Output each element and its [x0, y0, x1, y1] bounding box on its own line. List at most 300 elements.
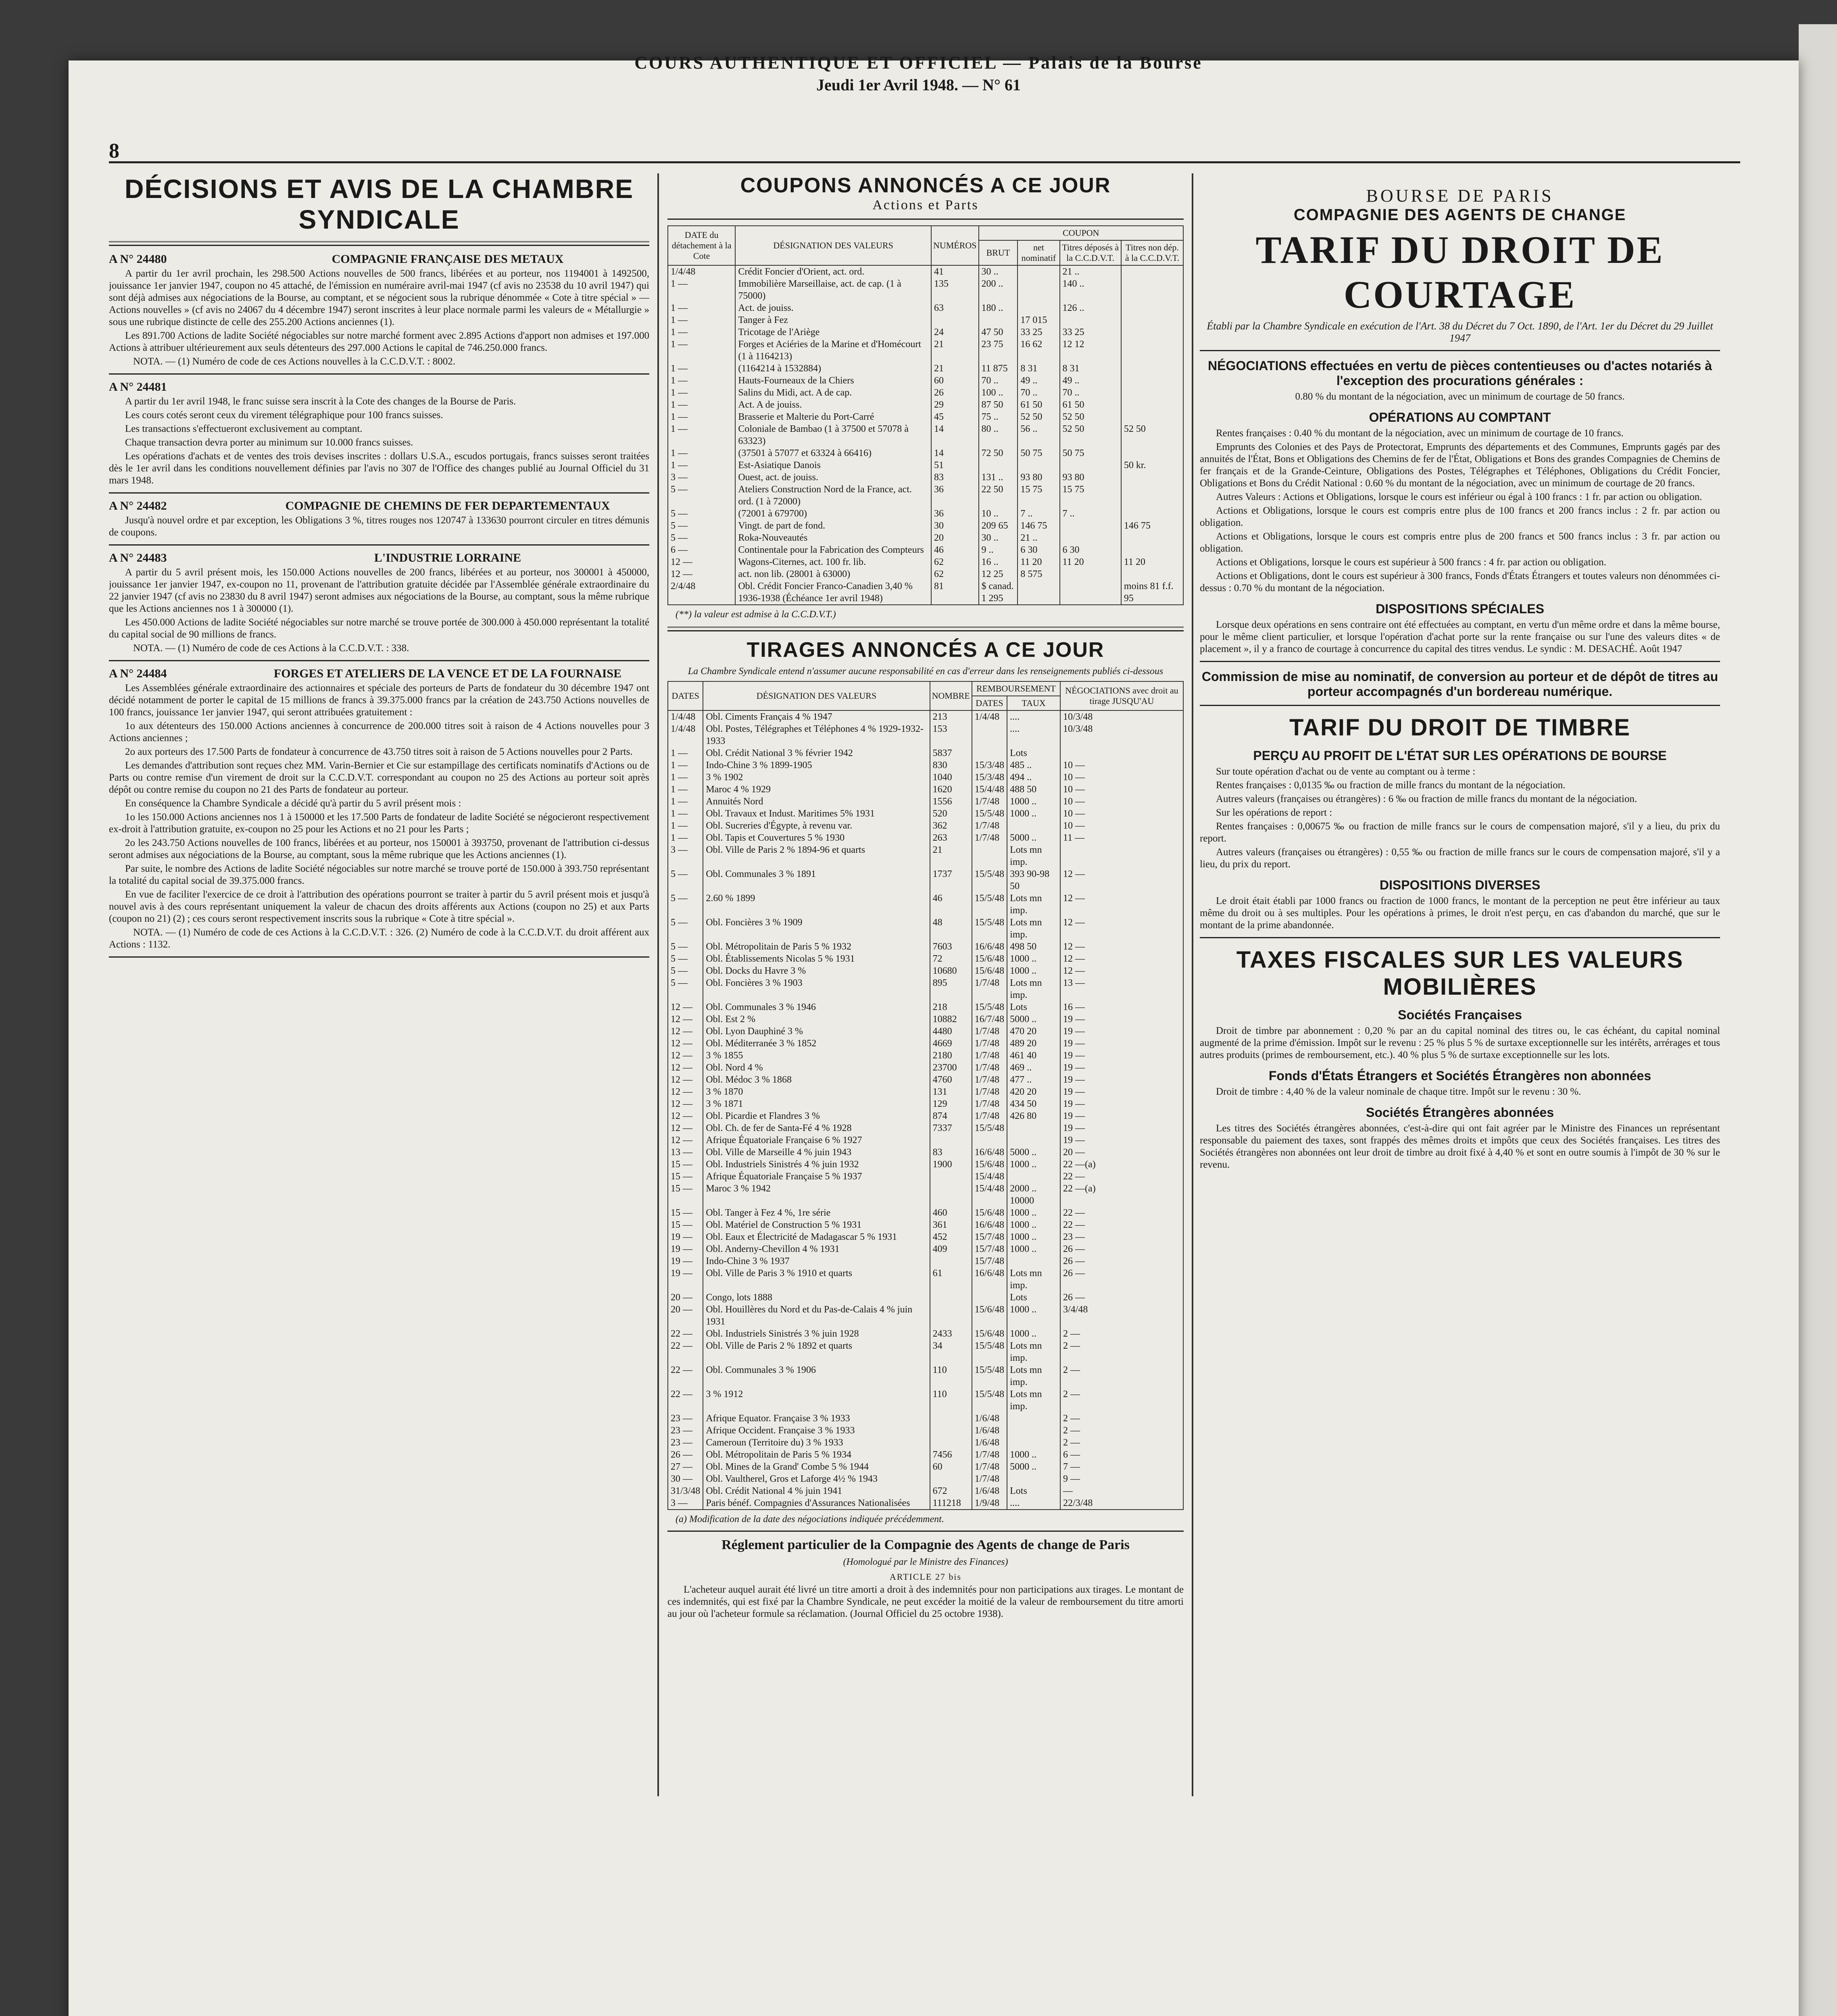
table-cell: 420 20 [1007, 1086, 1060, 1098]
table-row [668, 892, 1183, 916]
table-cell: 1 — [668, 302, 735, 314]
table-cell: Lots mn imp. [1007, 977, 1060, 1001]
table-row [668, 1425, 1183, 1437]
table-cell: 24 [931, 326, 979, 338]
table-cell: 15/5/48 [972, 1364, 1007, 1388]
table-cell: 12 — [1060, 965, 1183, 977]
table-cell: 10 — [1060, 783, 1183, 796]
table-row [668, 1340, 1183, 1364]
divider [667, 219, 1184, 220]
header-date: Jeudi 1er Avril 1948. — N° 61 [816, 76, 1021, 94]
table-cell: 45 [931, 411, 979, 423]
coupons-table-body [668, 265, 1183, 605]
table-cell: 1737 [930, 868, 972, 892]
table-row [668, 1461, 1183, 1473]
table-cell: 1/7/48 [972, 1025, 1007, 1037]
table-cell: 5 — [668, 977, 703, 1001]
table-row [668, 1134, 1183, 1146]
table-cell [930, 1170, 972, 1183]
avis-paragraph: Les 450.000 Actions de ladite Société négociables sur notre marché se trouve portée de 300.000 à 450.000 représentant la totalité du capital social de 90 millions de francs. [109, 617, 649, 640]
avis-paragraph: 2o aux porteurs des 17.500 Parts de fondateur à concurrence de 43.750 titres soit à raison de 5 Actions nouvelles pour 2 Parts. [125, 746, 633, 757]
table-row [668, 1122, 1183, 1134]
table-cell: 60 [931, 375, 979, 387]
table-cell: 70 .. [1018, 387, 1059, 399]
table-cell [1121, 278, 1183, 302]
table-row [668, 568, 1183, 580]
table-cell: 15/5/48 [972, 808, 1007, 820]
table-cell: 56 .. [1018, 423, 1059, 447]
table-cell: 80 .. [979, 423, 1018, 447]
table-cell: Obl. Houillères du Nord et du Pas-de-Calais 4 % juin 1931 [703, 1304, 930, 1328]
table-cell: 2 — [1060, 1340, 1183, 1364]
table-cell: Lots [1007, 1291, 1060, 1304]
table-cell: 51 [931, 459, 979, 471]
taxes-section-heading: Fonds d'États Étrangers et Sociétés Étrangères non abonnées [1268, 1068, 1651, 1083]
table-cell: 46 [930, 892, 972, 916]
table-cell: 15/3/48 [972, 759, 1007, 771]
table-cell [930, 1183, 972, 1207]
table-cell: 2 — [1060, 1437, 1183, 1449]
table-cell: 485 .. [1007, 759, 1060, 771]
table-cell: Obl. Crédit National 3 % février 1942 [703, 747, 930, 759]
table-cell: 52 50 [1060, 423, 1121, 447]
table-cell: Obl. Eaux et Électricité de Madagascar 5 % 1931 [703, 1231, 930, 1243]
table-cell: Obl. Méditerranée 3 % 1852 [703, 1037, 930, 1050]
timbre-title: TARIF DU DROIT DE TIMBRE [1289, 714, 1631, 741]
table-cell: 5 — [668, 508, 735, 520]
timbre-subtitle: PERÇU AU PROFIT DE L'ÉTAT SUR LES OPÉRATIONS DE BOURSE [1253, 748, 1667, 763]
avis-title: FORGES ET ATELIERS DE LA VENCE ET DE LA FOURNAISE [273, 667, 622, 680]
avis-nota: NOTA. — (1) Numéro de code de ces Actions à la C.C.D.V.T. : 326. (2) Numéro de code à la C.C.D.V.T. du droit afférent aux Actions : 1132. [109, 927, 649, 950]
taxes-section-text: Les titres des Sociétés étrangères abonnées, c'est-à-dire qui ont fait agréer par le Ministre des Finances un représentant responsable du paiement des taxes, sont frappés des mêmes droits et impôts que ceux des Sociétés françaises. Les titres des Sociétés étrangères non abonnées ont leur droit de timbre au droit fixé à 4,40 % et sont en outre soumis à l'impôt de 30 % sur le revenu. [1200, 1123, 1720, 1170]
table-cell: 52 50 [1060, 411, 1121, 423]
table-cell: Immobilière Marseillaise, act. de cap. (1 à 75000) [735, 278, 931, 302]
table-cell: Paris bénéf. Compagnies d'Assurances Nationalisées [703, 1497, 930, 1510]
table-cell [1007, 1425, 1060, 1437]
table-cell: 1 — [668, 820, 703, 832]
table-cell: 111218 [930, 1497, 972, 1510]
table-row [668, 265, 1183, 278]
table-cell: Continentale pour la Fabrication des Compteurs [735, 544, 931, 556]
taxes-list [1200, 1008, 1720, 1171]
table-cell: 5 — [668, 520, 735, 532]
table-cell: 12 25 [979, 568, 1018, 580]
avis-paragraph: En vue de faciliter l'exercice de ce droit à l'attribution des opérations pourront se traiter à partir du 5 avril présent mois et jusqu'à nouvel avis à des cours représentant uniquement la valeur de chacun des droits afférents aux Actions (coupon no 25) et aux Parts (coupon no 21) (2) ; ces cours seront respectivement inscrits sous la rubrique « Cote à titre spécial ». [109, 889, 649, 924]
table-row [668, 868, 1183, 892]
table-cell [1018, 580, 1059, 605]
table-cell: 8 31 [1018, 362, 1059, 375]
table-cell: 452 [930, 1231, 972, 1243]
table-cell: 10 — [1060, 820, 1183, 832]
avis-header [109, 499, 649, 513]
table-cell [1007, 1134, 1060, 1146]
table-row [668, 1364, 1183, 1388]
table-row [668, 953, 1183, 965]
table-cell [1121, 302, 1183, 314]
table-cell [930, 1304, 972, 1328]
operations-line: Emprunts des Colonies et des Pays de Protectorat, Emprunts des départements et des Communes, Emprunts gagés par des annuités de l'État, Bons et Obligations des Chemins de fer de l'État, Obligations et Bons des grandes Compagnies de Chemins de fer français et de la Grande-Ceinture, Obligations des Postes, Télégraphes et Téléphones, Obligations du Crédit Foncier, Obligations et Bons du Crédit National : 0.60 % du montant de la négociation, avec un minimum de courtage de 20 francs. [1200, 442, 1720, 489]
table-cell: 23 — [668, 1425, 703, 1437]
table-cell: Afrique Equator. Française 3 % 1933 [703, 1412, 930, 1425]
table-row [668, 820, 1183, 832]
table-cell: Obl. Médoc 3 % 1868 [703, 1074, 930, 1086]
table-row [668, 1098, 1183, 1110]
table-cell [979, 314, 1018, 326]
table-cell: 1/4/48 [668, 265, 735, 278]
table-cell: 16/6/48 [972, 1267, 1007, 1291]
table-row [668, 844, 1183, 868]
avis-paragraph: Les cours cotés seront ceux du virement télégraphique pour 100 francs suisses. [125, 410, 443, 421]
table-cell: 10/3/48 [1060, 710, 1183, 723]
table-row [668, 1146, 1183, 1158]
table-cell: (1164214 à 1532884) [735, 362, 931, 375]
table-cell: 34 [930, 1340, 972, 1364]
table-cell: Forges et Aciéries de la Marine et d'Homécourt (1 à 1164213) [735, 338, 931, 362]
table-cell: 12 — [1060, 892, 1183, 916]
reglement-article: ARTICLE 27 bis [889, 1572, 962, 1582]
table-cell: 1556 [930, 796, 972, 808]
divider [667, 1531, 1184, 1532]
table-cell: 33 25 [1060, 326, 1121, 338]
table-cell: Lots mn imp. [1007, 1267, 1060, 1291]
table-cell: 5 — [668, 892, 703, 916]
table-cell: 1/7/48 [972, 1037, 1007, 1050]
table-cell: 2180 [930, 1050, 972, 1062]
table-row [668, 532, 1183, 544]
table-cell: .... [1007, 1497, 1060, 1510]
table-row [668, 556, 1183, 568]
table-cell: 2 — [1060, 1364, 1183, 1388]
table-cell: 110 [930, 1364, 972, 1388]
table-cell: 12 — [668, 1001, 703, 1013]
table-cell: 20 — [668, 1304, 703, 1328]
table-cell: 83 [930, 1146, 972, 1158]
tarifs-column [1200, 173, 1720, 1796]
table-cell: 15/4/48 [972, 783, 1007, 796]
table-cell: 15 — [668, 1207, 703, 1219]
table-cell: 15/6/48 [972, 1304, 1007, 1328]
table-cell: 19 — [1060, 1086, 1183, 1098]
table-cell: Salins du Midi, act. A de cap. [735, 387, 931, 399]
table-cell: 12 — [668, 1037, 703, 1050]
divider [1200, 350, 1720, 351]
adjacent-page-edge [1799, 24, 1837, 2016]
tirages-title: TIRAGES ANNONCÉS A CE JOUR [746, 638, 1105, 662]
reglement-title: Réglement particulier de la Compagnie des Agents de change de Paris [721, 1537, 1130, 1552]
table-cell: Lots [1007, 1001, 1060, 1013]
table-cell: moins 81 f.f. 95 [1121, 580, 1183, 605]
table-cell [1060, 844, 1183, 868]
table-cell: 1000 .. [1007, 1243, 1060, 1255]
avis-header [109, 252, 649, 266]
table-cell: 93 80 [1018, 471, 1059, 483]
table-cell [1007, 1170, 1060, 1183]
table-cell: 19 — [1060, 1037, 1183, 1050]
table-row [668, 314, 1183, 326]
table-row [668, 326, 1183, 338]
table-cell: 5 — [668, 868, 703, 892]
table-cell: 12 — [668, 1122, 703, 1134]
table-cell: 26 — [1060, 1291, 1183, 1304]
timbre-list [1200, 766, 1720, 871]
table-cell: 4760 [930, 1074, 972, 1086]
table-cell: 131 [930, 1086, 972, 1098]
table-row [668, 1231, 1183, 1243]
table-cell: 489 20 [1007, 1037, 1060, 1050]
table-cell: Afrique Équatoriale Française 6 % 1927 [703, 1134, 930, 1146]
table-cell: 48 [930, 916, 972, 941]
table-cell: 14 [931, 447, 979, 459]
table-cell: 23 75 [979, 338, 1018, 362]
table-cell [972, 723, 1007, 747]
negociations-heading: NÉGOCIATIONS effectuées en vertu de pièces contentieuses ou d'actes notariés à l'exception des procurations générales : [1207, 358, 1712, 388]
table-cell: 7 — [1060, 1461, 1183, 1473]
table-cell: 15/7/48 [972, 1231, 1007, 1243]
table-cell: 15 75 [1060, 483, 1121, 508]
table-cell: 11 — [1060, 832, 1183, 844]
table-row [668, 459, 1183, 471]
table-cell: 15/5/48 [972, 892, 1007, 916]
table-cell: 830 [930, 759, 972, 771]
table-row [668, 302, 1183, 314]
tirages-subtitle: La Chambre Syndicale entend n'assumer aucune responsabilité en cas d'erreur dans les renseignements publiés ci-dessous [688, 666, 1164, 677]
table-cell: 15/4/48 [972, 1170, 1007, 1183]
table-cell: 15/6/48 [972, 953, 1007, 965]
table-cell: Obl. Métropolitain de Paris 5 % 1932 [703, 941, 930, 953]
table-cell: 6 30 [1060, 544, 1121, 556]
table-cell: 11 20 [1121, 556, 1183, 568]
table-cell: 12 — [1060, 941, 1183, 953]
table-cell: 5 — [668, 483, 735, 508]
table-cell: 1 — [668, 362, 735, 375]
table-cell [1121, 411, 1183, 423]
table-cell: 3 % 1902 [703, 771, 930, 783]
tirages-col-negociations: NÉGOCIATIONS avec droit au tirage JUSQU'AU [1060, 681, 1183, 710]
table-cell: Roka-Nouveautés [735, 532, 931, 544]
table-cell: Obl. Communales 3 % 1891 [703, 868, 930, 892]
reglement-text: L'acheteur auquel aurait été livré un titre amorti a droit à des indemnités pour non participations aux tirages. Le montant de ces indemnités, qui est fixé par la Chambre Syndicale, ne peut excéder la moitié de la valeur de remboursement du titre amorti au jour où l'acheteur formule sa réclamation. (Journal Officiel du 25 octobre 1938). [667, 1584, 1184, 1619]
table-cell: 30 .. [979, 532, 1018, 544]
table-cell: Obl. Anderny-Chevillon 4 % 1931 [703, 1243, 930, 1255]
table-cell: 15/6/48 [972, 1328, 1007, 1340]
table-cell: Maroc 3 % 1942 [703, 1183, 930, 1207]
table-cell: 6 — [1060, 1449, 1183, 1461]
page-number: 8 [109, 140, 119, 162]
coupons-col-numeros: NUMÉROS [931, 226, 979, 265]
table-cell: 426 80 [1007, 1110, 1060, 1122]
table-cell: 33 25 [1018, 326, 1059, 338]
table-row [668, 375, 1183, 387]
timbre-line: Rentes françaises : 0,0135 ‰ ou fraction de mille francs du montant de la négociation. [1216, 780, 1566, 791]
table-cell: 36 [931, 508, 979, 520]
timbre-line: Sur toute opération d'achat ou de vente au comptant ou à terme : [1216, 766, 1476, 777]
table-cell: 26 — [1060, 1243, 1183, 1255]
table-cell [1121, 375, 1183, 387]
table-cell: 22 — [668, 1328, 703, 1340]
table-cell: 362 [930, 820, 972, 832]
table-cell: Afrique Équatoriale Française 5 % 1937 [703, 1170, 930, 1183]
table-cell: 15/5/48 [972, 1122, 1007, 1134]
table-row [668, 1025, 1183, 1037]
table-cell: Obl. Tapis et Couvertures 5 % 1930 [703, 832, 930, 844]
table-cell: 22 —(a) [1060, 1183, 1183, 1207]
table-cell: 3 % 1871 [703, 1098, 930, 1110]
table-cell: 15/5/48 [972, 1340, 1007, 1364]
table-cell: 1 — [668, 808, 703, 820]
table-cell: Afrique Occident. Française 3 % 1933 [703, 1425, 930, 1437]
table-cell [1007, 1437, 1060, 1449]
table-cell [930, 1437, 972, 1449]
table-cell: 12 — [668, 1110, 703, 1122]
operations-heading: OPÉRATIONS AU COMPTANT [1369, 410, 1551, 425]
table-cell: 12 — [1060, 916, 1183, 941]
table-cell: 3/4/48 [1060, 1304, 1183, 1328]
table-cell: Lots mn imp. [1007, 1364, 1060, 1388]
table-row [668, 1170, 1183, 1183]
table-cell: 19 — [1060, 1025, 1183, 1037]
table-cell: 19 — [1060, 1062, 1183, 1074]
table-cell: Indo-Chine 3 % 1937 [703, 1255, 930, 1267]
table-cell: Lots [1007, 747, 1060, 759]
avis-number: A N° 24484 [109, 667, 167, 680]
table-cell: 70 .. [1060, 387, 1121, 399]
table-cell: 62 [931, 556, 979, 568]
table-cell: 5837 [930, 747, 972, 759]
tirages-col-group: REMBOURSEMENT [972, 681, 1060, 696]
table-cell: 2.60 % 1899 [703, 892, 930, 916]
timbre-line: Rentes françaises : 0,00675 ‰ ou fraction de mille francs sur le cours de compensation majoré, s'il y a lieu, du prix du report. [1200, 821, 1720, 844]
timbre-line: Autres valeurs (françaises ou étrangères) : 0,55 ‰ ou fraction de mille francs sur le cours de compensation majoré, s'il y a lieu, du prix du report. [1200, 847, 1720, 870]
table-cell: Act. A de jouiss. [735, 399, 931, 411]
operations-line: Actions et Obligations, dont le cours est supérieur à 300 francs, Fonds d'États Étrangers et toutes valeurs non dénommées ci-dessus : 0.70 % du montant de la négociation. [1200, 571, 1720, 594]
table-cell: 5000 .. [1007, 1146, 1060, 1158]
table-row [668, 723, 1183, 747]
coupons-col-designation: DÉSIGNATION DES VALEURS [735, 226, 931, 265]
table-row [668, 1328, 1183, 1340]
table-cell [1121, 265, 1183, 278]
avis-paragraph: Les Assemblées générale extraordinaire des actionnaires et spéciale des porteurs de Parts de fondateur du 30 décembre 1947 ont décidé notamment de porter le capital de 15 millions de francs à 39.375.000 francs par la création de 243.750 Actions nouvelles de 100 francs, jouissance 1er janvier 1947, qui seront attribuées gratuitement : [109, 683, 649, 718]
table-cell: 13 — [668, 1146, 703, 1158]
table-cell: 2 — [1060, 1412, 1183, 1425]
table-row [668, 832, 1183, 844]
table-cell: 1 — [668, 771, 703, 783]
table-cell: 4480 [930, 1025, 972, 1037]
table-cell: Obl. Industriels Sinistrés 4 % juin 1932 [703, 1158, 930, 1170]
table-cell: 30 .. [979, 265, 1018, 278]
table-row [668, 808, 1183, 820]
table-cell: Indo-Chine 3 % 1899-1905 [703, 759, 930, 771]
operations-line: Actions et Obligations, lorsque le cours est compris entre plus de 100 francs et 200 francs inclus : 2 fr. par action ou obligation. [1200, 505, 1720, 528]
commission-heading: Commission de mise au nominatif, de conversion au porteur et de dépôt de titres au porteur accompagnés d'un bordereau numérique. [1201, 669, 1718, 699]
table-cell [1121, 568, 1183, 580]
table-cell: 50 75 [1018, 447, 1059, 459]
table-cell [930, 1255, 972, 1267]
table-cell: 1 — [668, 783, 703, 796]
table-cell: 26 — [1060, 1267, 1183, 1291]
table-cell: 15/7/48 [972, 1243, 1007, 1255]
table-cell [1121, 508, 1183, 520]
operations-line: Rentes françaises : 0.40 % du montant de la négociation, avec un minimum de courtage de 10 francs. [1216, 428, 1624, 439]
table-cell [1121, 387, 1183, 399]
operations-list [1200, 427, 1720, 594]
table-row [668, 1037, 1183, 1050]
avis-paragraph: A partir du 5 avril présent mois, les 150.000 Actions nouvelles de 200 francs, libérées et au porteur, nos 300001 à 450000, jouissance 1er janvier 1947, ex-coupon no 11, provenant de l'attribution gratuite décidée par l'Assemblée générale extraordinaire du 22 janvier 1947 (cf avis no 23830 du 8 avril 1947) seront admises aux négociations de la Bourse, au comptant, sous la même rubrique que les Actions anciennes nos 1 à 300000 (1). [109, 567, 649, 614]
table-cell: 1 — [668, 423, 735, 447]
table-cell: Cameroun (Territoire du) 3 % 1933 [703, 1437, 930, 1449]
table-cell: Tanger à Fez [735, 314, 931, 326]
table-cell: 1000 .. [1007, 1449, 1060, 1461]
table-cell: 9 — [1060, 1473, 1183, 1485]
table-cell: 22 — [668, 1340, 703, 1364]
table-cell [972, 747, 1007, 759]
table-row [668, 399, 1183, 411]
table-cell: 1000 .. [1007, 965, 1060, 977]
table-cell: 15/6/48 [972, 1158, 1007, 1170]
avis-nota: NOTA. — (1) Numéro de code de ces Actions nouvelles à la C.C.D.V.T. : 8002. [133, 356, 455, 367]
table-cell: 129 [930, 1098, 972, 1110]
table-cell: 135 [931, 278, 979, 302]
tirages-note: (a) Modification de la date des négociations indiquée précédemment. [676, 1514, 944, 1524]
section-title: DÉCISIONS ET AVIS DE LA CHAMBRE SYNDICALE [124, 174, 634, 234]
table-cell: 10 .. [979, 508, 1018, 520]
table-cell: 19 — [1060, 1134, 1183, 1146]
table-cell: 16/6/48 [972, 1146, 1007, 1158]
table-cell [1121, 314, 1183, 326]
table-cell: 63 [931, 302, 979, 314]
table-cell: 19 — [668, 1243, 703, 1255]
table-cell: 200 .. [979, 278, 1018, 302]
table-cell: 12 — [668, 1050, 703, 1062]
table-cell: 12 — [668, 1074, 703, 1086]
table-cell: 46 [931, 544, 979, 556]
table-cell: Lots mn imp. [1007, 916, 1060, 941]
table-cell: 60 [930, 1461, 972, 1473]
table-cell: 1/7/48 [972, 1062, 1007, 1074]
avis-header [109, 667, 649, 681]
table-cell: 5 — [668, 965, 703, 977]
table-cell [1060, 314, 1121, 326]
table-cell: 29 [931, 399, 979, 411]
table-cell [930, 1291, 972, 1304]
divider [1200, 705, 1720, 706]
table-cell: Obl. Industriels Sinistrés 3 % juin 1928 [703, 1328, 930, 1340]
table-cell: 70 .. [979, 375, 1018, 387]
table-cell: 15/7/48 [972, 1255, 1007, 1267]
table-cell: 1/7/48 [972, 1473, 1007, 1485]
table-cell: 19 — [668, 1255, 703, 1267]
tirages-table [667, 681, 1184, 1510]
table-cell: 16 62 [1018, 338, 1059, 362]
table-cell: 20 [931, 532, 979, 544]
table-cell: 1000 .. [1007, 1207, 1060, 1219]
table-cell: 460 [930, 1207, 972, 1219]
table-row [668, 771, 1183, 783]
negociations-text: 0.80 % du montant de la négociation, avec un minimum de courtage de 50 francs. [1295, 391, 1625, 402]
table-cell: Obl. Ville de Paris 3 % 1910 et quarts [703, 1267, 930, 1291]
table-row [668, 1485, 1183, 1497]
table-cell: 1/7/48 [972, 1074, 1007, 1086]
table-cell: Obl. Ch. de fer de Santa-Fé 4 % 1928 [703, 1122, 930, 1134]
table-cell: 47 50 [979, 326, 1018, 338]
taxes-section-heading: Sociétés Étrangères abonnées [1366, 1105, 1554, 1120]
taxes-section-heading: Sociétés Françaises [1398, 1008, 1522, 1022]
table-cell: Obl. Picardie et Flandres 3 % [703, 1110, 930, 1122]
table-cell: .... [1007, 723, 1060, 747]
table-cell: 4669 [930, 1037, 972, 1050]
table-row [668, 1304, 1183, 1328]
table-cell: 15/4/48 [972, 1183, 1007, 1207]
reglement-subtitle: (Homologué par le Ministre des Finances) [843, 1557, 1008, 1567]
